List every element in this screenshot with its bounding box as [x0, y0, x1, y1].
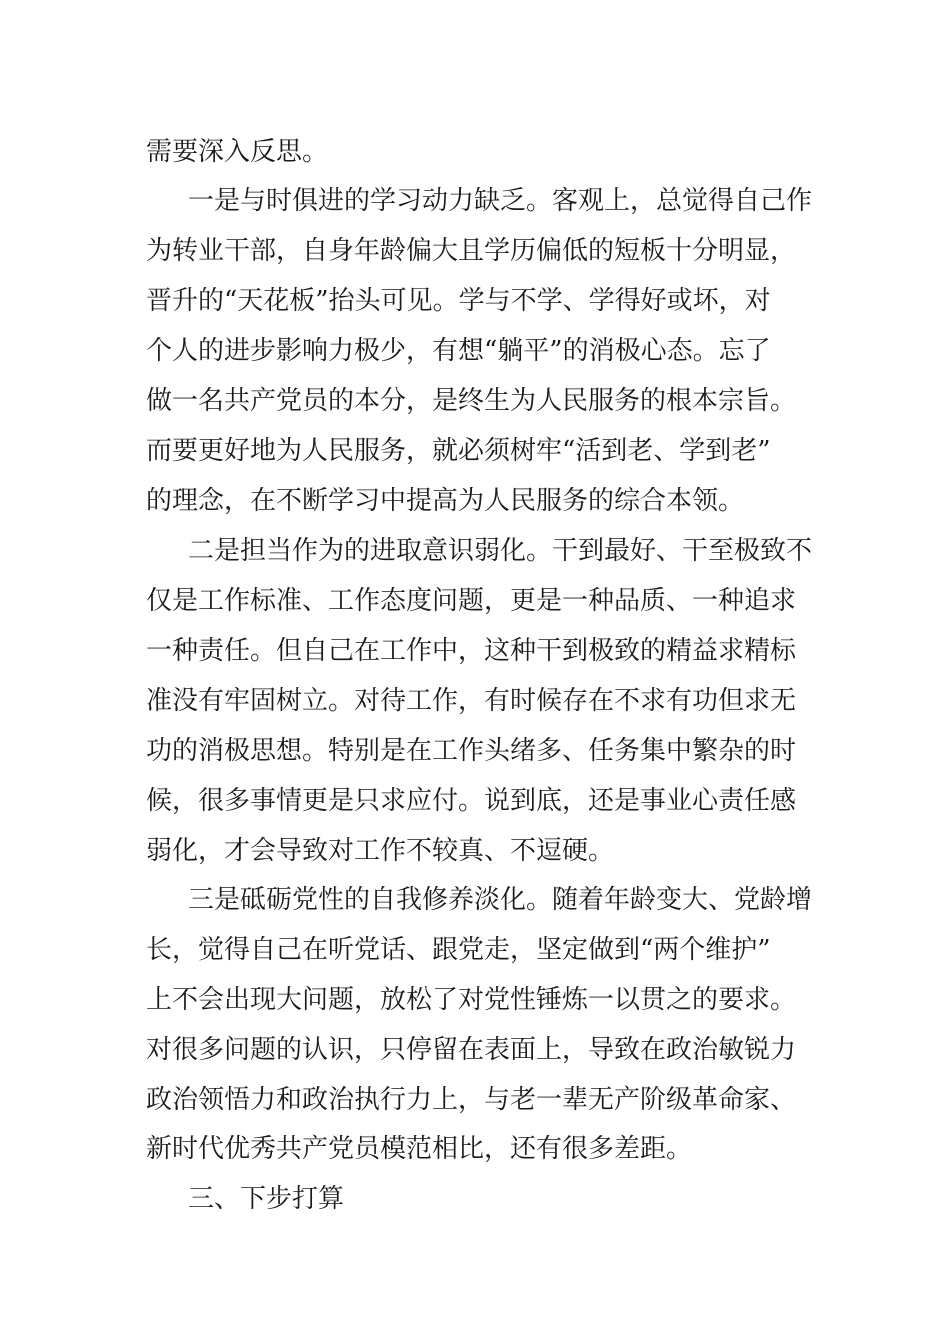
text-line: 做一名共产党员的本分，是终生为人民服务的根本宗旨。	[146, 386, 797, 416]
text-line: 对很多问题的认识，只停留在表面上，导致在政治敏锐力	[146, 1035, 797, 1065]
paragraph-first-line: 一是与时俱进的学习动力缺乏。客观上，总觉得自己作	[188, 186, 813, 216]
text-line: 一种责任。但自己在工作中，这种干到极致的精益求精标	[146, 636, 797, 666]
text-line: 长，觉得自己在听党话、跟党走，坚定做到“两个维护”	[146, 935, 771, 965]
text-line: 功的消极思想。特别是在工作头绪多、任务集中繁杂的时	[146, 736, 797, 766]
text-line: 新时代优秀共产党员模范相比，还有很多差距。	[146, 1134, 693, 1164]
text-line: 晋升的“天花板”抬头可见。学与不学、学得好或坏，对	[146, 286, 771, 316]
text-line: 弱化，才会导致对工作不较真、不逗硬。	[146, 836, 615, 866]
text-line: 准没有牢固树立。对待工作，有时候存在不求有功但求无	[146, 686, 797, 716]
paragraph-first-line: 二是担当作为的进取意识弱化。干到最好、干至极致不	[188, 536, 813, 566]
text-line: 候，很多事情更是只求应付。说到底，还是事业心责任感	[146, 786, 797, 816]
paragraph-first-line: 三是砥砺党性的自我修养淡化。随着年龄变大、党龄增	[188, 885, 813, 915]
text-line: 而要更好地为人民服务，就必须树牢“活到老、学到老”	[146, 436, 771, 466]
section-heading: 三、下步打算	[188, 1184, 345, 1214]
text-line: 个人的进步影响力极少，有想“躺平”的消极心态。忘了	[146, 336, 771, 366]
text-line: 仅是工作标准、工作态度问题，更是一种品质、一种追求	[146, 586, 797, 616]
text-line: 上不会出现大问题，放松了对党性锤炼一以贯之的要求。	[146, 985, 797, 1015]
text-line: 为转业干部，自身年龄偏大且学历偏低的短板十分明显，	[146, 236, 797, 266]
text-line: 政治领悟力和政治执行力上，与老一辈无产阶级革命家、	[146, 1085, 797, 1115]
text-line: 需要深入反思。	[146, 137, 329, 167]
text-line: 的理念，在不断学习中提高为人民服务的综合本领。	[146, 486, 745, 516]
